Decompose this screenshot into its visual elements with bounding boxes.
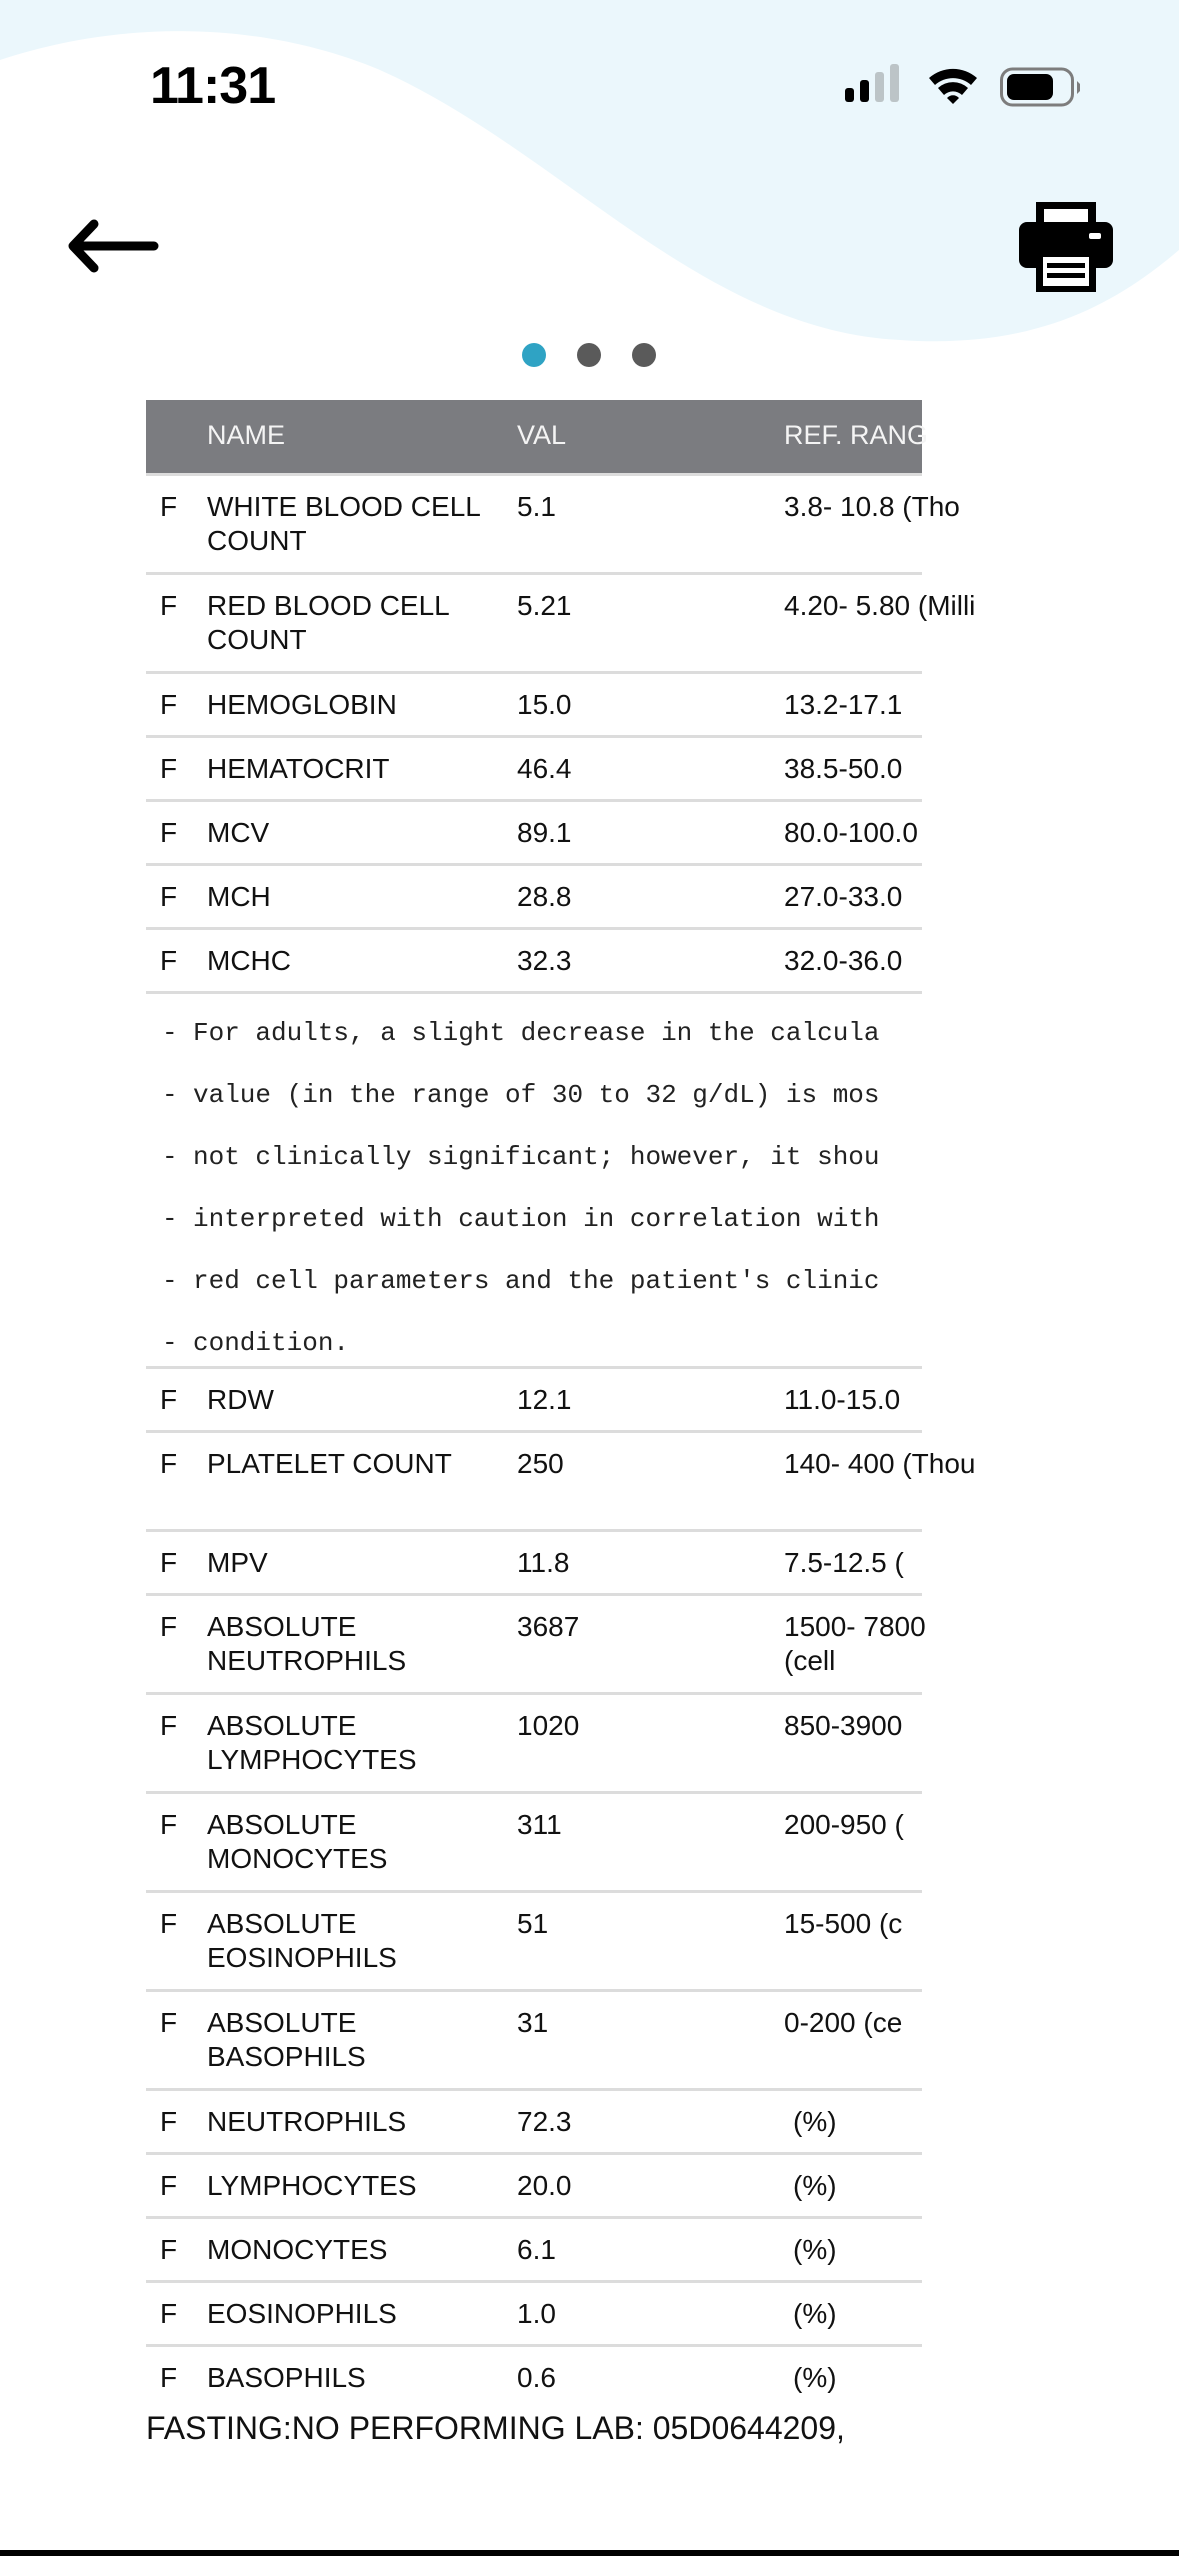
table-row[interactable]: [146, 1433, 976, 1532]
row-flag: F: [160, 2106, 178, 2137]
row-value: 20.0: [517, 2170, 572, 2201]
row-flag: F: [160, 2007, 178, 2038]
rows-group-differential: [146, 1369, 976, 2408]
row-flag: F: [160, 689, 178, 720]
row-value: 1020: [517, 1710, 580, 1741]
comment-text: For adults, a slight decrease in the calcula: [193, 1018, 880, 1048]
row-value: 72.3: [517, 2106, 572, 2137]
row-value: 3687: [517, 1611, 580, 1642]
row-test-name: MONOCYTES: [207, 2234, 388, 2265]
row-flag: F: [160, 2362, 178, 2393]
row-value: 5.1: [517, 491, 556, 522]
row-test-name: WHITE BLOOD CELL COUNT: [207, 491, 480, 556]
row-flag: F: [160, 817, 178, 848]
comment-dash: -: [162, 1266, 178, 1296]
row-flag: F: [160, 1384, 178, 1415]
row-test-name: ABSOLUTE MONOCYTES: [207, 1809, 388, 1874]
row-flag: F: [160, 1908, 178, 1939]
row-flag: F: [160, 1710, 178, 1741]
row-test-name: BASOPHILS: [207, 2362, 366, 2393]
row-ref-range: (%): [793, 2362, 837, 2393]
table-row[interactable]: [146, 2091, 922, 2155]
comment-dash: -: [162, 1142, 178, 1172]
row-ref-range: 80.0-100.0: [784, 817, 918, 848]
row-test-name: LYMPHOCYTES: [207, 2170, 417, 2201]
row-value: 32.3: [517, 945, 572, 976]
comment-dash: -: [162, 1204, 178, 1234]
status-time: 11:31: [150, 57, 276, 115]
comment-line: [146, 1250, 922, 1312]
row-value: 51: [517, 1908, 549, 1939]
row-flag: F: [160, 491, 178, 522]
row-ref-range: (%): [793, 2170, 837, 2201]
table-row[interactable]: [146, 2219, 922, 2283]
table-row[interactable]: [146, 866, 922, 930]
screen-bottom-border: [0, 2550, 1179, 2556]
row-test-name: MCH: [207, 881, 271, 912]
row-value: 89.1: [517, 817, 572, 848]
row-value: 46.4: [517, 753, 572, 784]
fasting-lab-footer: FASTING:NO PERFORMING LAB: 05D0644209,: [146, 2410, 845, 2446]
table-header: [146, 400, 929, 476]
row-ref-range: 0-200 (ce: [784, 2007, 903, 2038]
row-test-name: ABSOLUTE EOSINOPHILS: [207, 1908, 397, 1973]
row-ref-range: 15-500 (c: [784, 1908, 903, 1939]
table-row[interactable]: [146, 575, 976, 674]
row-value: 15.0: [517, 689, 572, 720]
row-ref-range: 32.0-36.0: [784, 945, 903, 976]
cellular-signal-icon: [845, 64, 899, 102]
row-flag: F: [160, 945, 178, 976]
row-test-name: HEMATOCRIT: [207, 753, 390, 784]
row-test-name: MPV: [207, 1547, 268, 1578]
comment-text: interpreted with caution in correlation with: [193, 1204, 880, 1234]
page-dot[interactable]: [632, 343, 656, 367]
page-dot-active[interactable]: [522, 343, 546, 367]
row-flag: F: [160, 1448, 178, 1479]
row-flag: F: [160, 1547, 178, 1578]
row-test-name: MCV: [207, 817, 270, 848]
table-row[interactable]: [146, 1596, 926, 1695]
table-row[interactable]: [146, 2155, 922, 2219]
row-ref-range: 11.0-15.0: [784, 1384, 901, 1415]
printer-icon: [1014, 198, 1118, 296]
page-dot[interactable]: [577, 343, 601, 367]
row-ref-range: 200-950 (: [784, 1809, 904, 1840]
page-indicator: [522, 343, 656, 367]
table-row[interactable]: [146, 1532, 922, 1596]
comment-text: condition.: [193, 1328, 350, 1358]
row-ref-range: (%): [793, 2106, 837, 2137]
row-test-name: RED BLOOD CELL COUNT: [207, 590, 449, 655]
table-row[interactable]: [146, 802, 922, 866]
row-value: 28.8: [517, 881, 572, 912]
table-row[interactable]: [146, 2347, 922, 2408]
table-row[interactable]: [146, 1794, 922, 1893]
row-value: 12.1: [517, 1384, 572, 1415]
row-flag: F: [160, 881, 178, 912]
row-ref-range: 1500- 7800 (cell: [784, 1611, 926, 1676]
row-test-name: RDW: [207, 1384, 274, 1415]
comment-dash: -: [162, 1328, 178, 1358]
row-value: 0.6: [517, 2362, 556, 2393]
comment-dash: -: [162, 1080, 178, 1110]
table-row[interactable]: [146, 2283, 922, 2347]
row-ref-range: 13.2-17.1: [784, 689, 903, 720]
table-row[interactable]: [146, 1992, 922, 2091]
table-row[interactable]: [146, 476, 960, 575]
row-value: 31: [517, 2007, 549, 2038]
row-ref-range: 38.5-50.0: [784, 753, 903, 784]
row-flag: F: [160, 2170, 178, 2201]
table-row[interactable]: [146, 1893, 922, 1992]
back-button[interactable]: [62, 212, 166, 282]
row-value: 6.1: [517, 2234, 556, 2265]
row-test-name: ABSOLUTE NEUTROPHILS: [207, 1611, 407, 1676]
table-row[interactable]: [146, 674, 922, 738]
table-row[interactable]: [146, 930, 922, 994]
battery-icon: [1002, 69, 1081, 105]
header-ref-range[interactable]: REF. RANG: [784, 420, 929, 450]
mchc-comment: [146, 994, 922, 1369]
comment-line: [146, 1002, 922, 1064]
comment-line: [146, 1126, 922, 1188]
row-ref-range: 7.5-12.5 (: [784, 1547, 904, 1578]
status-icons: [845, 66, 1085, 110]
table-row[interactable]: [146, 1695, 922, 1794]
comment-dash: -: [162, 1018, 178, 1048]
row-flag: F: [160, 1809, 178, 1840]
row-ref-range: 27.0-33.0: [784, 881, 903, 912]
table-row[interactable]: [146, 738, 922, 802]
header-value[interactable]: VAL: [517, 420, 567, 450]
row-flag: F: [160, 753, 178, 784]
row-value: 11.8: [517, 1547, 570, 1578]
row-value: 250: [517, 1448, 564, 1479]
print-button[interactable]: [1014, 198, 1118, 296]
row-value: 5.21: [517, 590, 572, 621]
rows-group-cbc: [146, 476, 976, 994]
row-test-name: HEMOGLOBIN: [207, 689, 397, 720]
comment-text: not clinically significant; however, it shou: [193, 1142, 880, 1172]
row-test-name: EOSINOPHILS: [207, 2298, 397, 2329]
row-ref-range: (%): [793, 2234, 837, 2265]
comment-text: value (in the range of 30 to 32 g/dL) is mos: [193, 1080, 880, 1110]
row-ref-range: 3.8- 10.8 (Tho: [784, 491, 960, 522]
wifi-icon: [929, 69, 977, 104]
row-ref-range: 4.20- 5.80 (Milli: [784, 590, 976, 621]
comment-line: [146, 1064, 922, 1126]
row-flag: F: [160, 1611, 178, 1642]
row-ref-range: (%): [793, 2298, 837, 2329]
lab-results-table: [146, 400, 976, 2408]
row-flag: F: [160, 2234, 178, 2265]
arrow-left-icon: [62, 212, 166, 282]
comment-line: [146, 1188, 922, 1250]
row-test-name: NEUTROPHILS: [207, 2106, 407, 2137]
comment-line: [146, 1312, 922, 1374]
header-name[interactable]: NAME: [207, 420, 286, 450]
row-test-name: ABSOLUTE BASOPHILS: [207, 2007, 366, 2072]
row-ref-range: 850-3900: [784, 1710, 903, 1741]
row-value: 1.0: [517, 2298, 556, 2329]
row-ref-range: 140- 400 (Thou: [784, 1448, 976, 1479]
row-flag: F: [160, 2298, 178, 2329]
row-flag: F: [160, 590, 178, 621]
row-value: 311: [517, 1809, 562, 1840]
comment-text: red cell parameters and the patient's clinic: [193, 1266, 880, 1296]
row-test-name: PLATELET COUNT: [207, 1448, 452, 1479]
row-test-name: MCHC: [207, 945, 291, 976]
row-test-name: ABSOLUTE LYMPHOCYTES: [207, 1710, 417, 1775]
table-row[interactable]: [146, 1369, 922, 1433]
